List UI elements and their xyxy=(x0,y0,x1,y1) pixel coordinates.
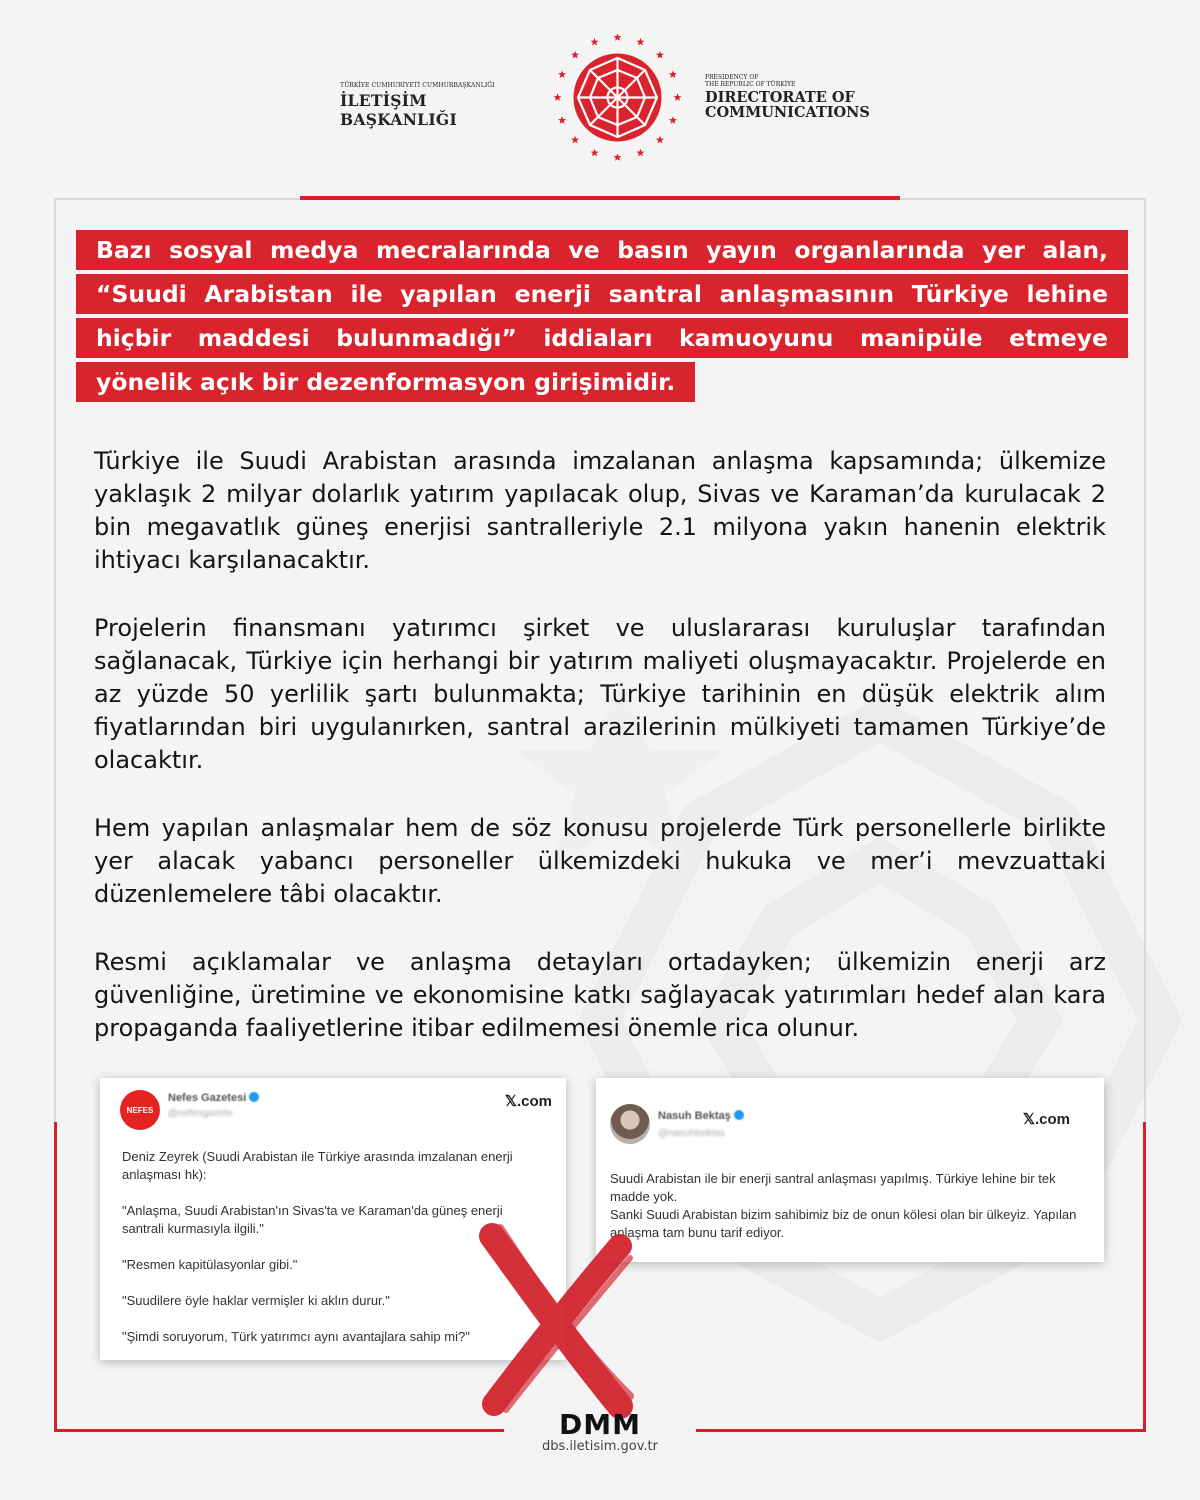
headline-line-3: hiçbir maddesi bulunmadığı” iddiaları kamuoyunu manipüle etmeye xyxy=(76,318,1128,358)
emblem-star-icon xyxy=(571,51,579,59)
avatar: NEFES xyxy=(120,1090,160,1130)
presidential-emblem-icon xyxy=(550,30,685,165)
logo-right-big-1: DIRECTORATE OF xyxy=(705,89,855,106)
paragraph-2: Projelerin finansmanı yatırımcı şirket ve uluslararası kuruluşlar tarafından sağlanacak, Türkiye için herhangi bir yatırım maliyeti oluşmayacaktır. Projelerde en az yüzde 50 yerlilik şartı bulunmakta; Türkiye tarihinin en düşük elektrik alım fiyatlarından biri uygulanırken, santral arazilerinin mülkiyeti tamamen Türkiye’de olacaktır. xyxy=(94,614,1106,774)
frame-top-accent xyxy=(300,196,900,200)
tweet-line-3: "Resmen kapitülasyonlar gibi." xyxy=(122,1257,298,1272)
red-cross-mark-icon xyxy=(470,1218,640,1418)
headline-line-4: yönelik açık bir dezenformasyon girişimidir. xyxy=(76,362,695,402)
headline-line-2: “Suudi Arabistan ile yapılan enerji santral anlaşmasının Türkiye lehine xyxy=(76,274,1128,314)
emblem-star-icon xyxy=(669,116,677,124)
iletisim-baskanligi-logo-text xyxy=(340,82,520,129)
statement-body xyxy=(94,445,1106,1080)
account-name xyxy=(658,1110,744,1122)
logo-right-small-1: PRESIDENCY OF xyxy=(705,74,759,81)
emblem-star-icon xyxy=(669,70,677,78)
account-handle: @nasuhbektas xyxy=(658,1128,725,1139)
emblem-star-icon xyxy=(558,116,566,124)
emblem-star-icon xyxy=(614,153,622,161)
paragraph-4: Resmi açıklamalar ve anlaşma detayları ortadayken; ülkemizin enerji arz güvenliğine, üretimine ve ekonomisine katkı sağlayacak yatırımları hedef alan kara propaganda faaliyetlerine itibar edilmemesi önemle rica olunur. xyxy=(94,948,1106,1042)
dmm-logo: DMM xyxy=(559,1408,641,1441)
tweet-text xyxy=(610,1170,1080,1242)
x-com-label: 𝕏.com xyxy=(504,1093,552,1110)
headline xyxy=(76,230,1128,410)
tweet-line-2: "Anlaşma, Suudi Arabistan'ın Sivas'ta ve Karaman'da güneş enerji santrali kurmasıyla ilgili." xyxy=(122,1203,503,1236)
account-name-text: Nasuh Bektaş xyxy=(658,1110,731,1122)
frame-right-accent xyxy=(1143,1122,1146,1432)
avatar xyxy=(610,1104,650,1144)
account-name-text: Nefes Gazetesi xyxy=(168,1092,247,1104)
emblem-star-icon xyxy=(591,38,599,46)
emblem-star-icon xyxy=(554,93,562,101)
x-com-label: 𝕏.com xyxy=(1022,1111,1070,1128)
footer-url[interactable]: dbs.iletisim.gov.tr xyxy=(542,1439,658,1454)
frame-left-accent xyxy=(54,1122,57,1432)
emblem-star-icon xyxy=(558,70,566,78)
tweet-line-2: Sanki Suudi Arabistan bizim sahibimiz biz de onun kölesi olan bir ülkeyiz. Yapılan anlaşma tam bunu tarif ediyor. xyxy=(610,1207,1077,1240)
tweet-line-4: "Suudilere öyle haklar vermişler ki aklın durur." xyxy=(122,1293,390,1308)
account-handle: @nefesgazete xyxy=(168,1108,233,1119)
verified-badge-icon xyxy=(734,1110,744,1120)
logo-right-small-2: THE REPUBLIC OF TÜRKİYE xyxy=(705,81,796,88)
logo-left-big: İLETİŞİM BAŞKANLIĞI xyxy=(340,91,457,129)
tweet-card-bektas xyxy=(596,1078,1104,1262)
logo-right-big-2: COMMUNICATIONS xyxy=(705,104,870,121)
emblem-star-icon xyxy=(656,51,664,59)
dmm-footer xyxy=(0,1408,1200,1454)
emblem-star-icon xyxy=(636,149,644,157)
paragraph-1: Türkiye ile Suudi Arabistan arasında imzalanan anlaşma kapsamında; ülkemize yaklaşık 2 milyar dolarlık yatırım yapılacak olup, Sivas ve Karaman’da kurulacak 2 bin megavatlık güneş enerjisi santralleriyle 2.1 milyona yakın hanenin elektrik ihtiyacı karşılanacaktır. xyxy=(94,447,1106,574)
verified-badge-icon xyxy=(249,1092,259,1102)
emblem-star-icon xyxy=(571,136,579,144)
header xyxy=(0,30,1200,170)
emblem-star-icon xyxy=(591,149,599,157)
emblem-star-icon xyxy=(636,38,644,46)
headline-line-1: Bazı sosyal medya mecralarında ve basın yayın organlarında yer alan, xyxy=(76,230,1128,270)
tweet-line-1: Deniz Zeyrek (Suudi Arabistan ile Türkiye arasında imzalanan enerji anlaşması hk): xyxy=(122,1149,513,1182)
tweet-line-1: Suudi Arabistan ile bir enerji santral anlaşması yapılmış. Türkiye lehine bir tek madde yok. xyxy=(610,1171,1056,1204)
paragraph-3: Hem yapılan anlaşmalar hem de söz konusu projelerde Türk personellerle birlikte yer alacak yabancı personeller ülkemizdeki hukuka ve mer’i mevzuattaki düzenlemelere tâbi olacaktır. xyxy=(94,814,1106,908)
emblem-star-icon xyxy=(614,33,622,41)
emblem-star-icon xyxy=(674,93,682,101)
directorate-logo-text xyxy=(705,74,905,120)
logo-left-small: TÜRKİYE CUMHURİYETİ CUMHURBAŞKANLIĞI xyxy=(340,82,495,89)
emblem-star-icon xyxy=(656,136,664,144)
account-name xyxy=(168,1092,259,1104)
tweet-line-5: "Şimdi soruyorum, Türk yatırımcı aynı avantajlara sahip mi?" xyxy=(122,1329,470,1344)
